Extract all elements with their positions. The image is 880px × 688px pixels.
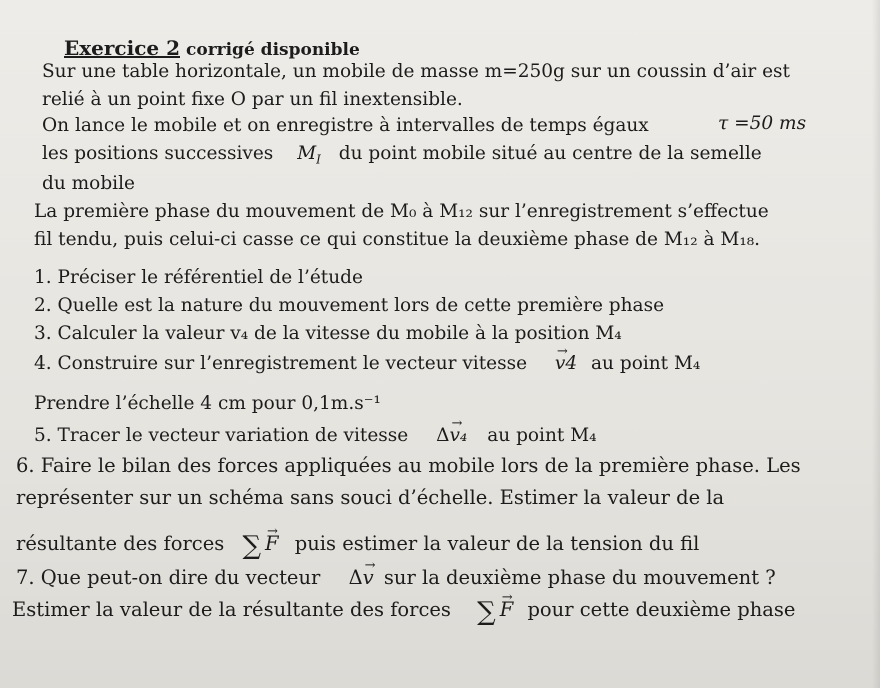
question-6-line-2: représenter sur un schéma sans souci d’échelle. Estimer la valeur de la xyxy=(16,486,725,509)
question-6-line-1: 6. Faire le bilan des forces appliquées au mobile lors de la première phase. Les xyxy=(16,454,801,477)
page-fold-shadow xyxy=(872,0,880,688)
exercise-subtitle: corrigé disponible xyxy=(186,40,360,60)
question-4-scale: Prendre l’échelle 4 cm pour 0,1m.s⁻¹ xyxy=(34,393,381,414)
question-4-point: au point M₄ xyxy=(591,353,701,374)
question-7-line-2 xyxy=(12,597,796,627)
question-7-velocity-vector: → v xyxy=(363,566,374,590)
delta-velocity-vector: → v₄ xyxy=(449,424,467,448)
question-5-text: 5. Tracer le vecteur variation de vitesse xyxy=(34,425,409,446)
question-3: 3. Calculer la valeur v₄ de la vitesse du mobile à la position M₄ xyxy=(34,323,622,344)
velocity-vector-v4: → v4 xyxy=(555,352,577,376)
question-5-point: au point M₄ xyxy=(487,425,597,446)
question-7-line-1 xyxy=(16,566,776,590)
question-2: 2. Quelle est la nature du mouvement lors de cette première phase xyxy=(34,295,665,316)
question-4 xyxy=(34,352,700,376)
exercise-heading xyxy=(64,36,360,62)
point-symbol-letter: M xyxy=(297,143,317,164)
question-1: 1. Préciser le référentiel de l’étude xyxy=(34,267,363,288)
exercise-title: Exercice 2 xyxy=(64,36,180,60)
tau-value: τ =50 ms xyxy=(718,113,807,134)
question-7-text: 7. Que peut-on dire du vecteur xyxy=(16,566,321,589)
delta-symbol: Δ xyxy=(436,425,450,446)
intro-line-5: du mobile xyxy=(42,173,135,194)
point-symbol-index: I xyxy=(316,152,321,167)
intro-line-2: relié à un point fixe O par un fil inextensible. xyxy=(42,89,463,110)
force-vector: → F xyxy=(265,532,279,556)
question-7-phase-text: sur la deuxième phase du mouvement ? xyxy=(383,566,776,589)
question-6-line-3 xyxy=(16,531,700,561)
question-5 xyxy=(34,424,597,448)
intro-line-3-text: On lance le mobile et on enregistre à intervalles de temps égaux xyxy=(42,115,649,136)
intro-line-1: Sur une table horizontale, un mobile de masse m=250g sur un coussin d’air est xyxy=(42,61,790,82)
question-7-phase-2-text: pour cette deuxième phase xyxy=(527,598,796,621)
question-7-resultant-text: Estimer la valeur de la résultante des forces xyxy=(12,598,451,621)
point-symbol xyxy=(297,143,321,167)
question-6-resultant-text: résultante des forces xyxy=(16,532,225,555)
question-6-tension-text: puis estimer la valeur de la tension du fil xyxy=(294,532,700,555)
question-7-force-vector: → F xyxy=(500,598,514,622)
intro-line-4-b: du point mobile situé au centre de la semelle xyxy=(338,143,762,164)
question-7-delta-symbol: Δ xyxy=(348,566,363,589)
question-4-text: 4. Construire sur l’enregistrement le vecteur vitesse xyxy=(34,353,528,374)
question-7-sum-symbol: ∑ xyxy=(477,597,496,627)
intro-line-4-a: les positions successives xyxy=(42,143,274,164)
sum-symbol: ∑ xyxy=(242,531,262,561)
intro-line-3 xyxy=(42,114,649,138)
intro-line-7: fil tendu, puis celui-ci casse ce qui constitue la deuxième phase de M₁₂ à M₁₈. xyxy=(34,229,761,250)
intro-line-4 xyxy=(42,142,762,172)
intro-line-6: La première phase du mouvement de M₀ à M₁₂ sur l’enregistrement s’effectue xyxy=(34,201,769,222)
